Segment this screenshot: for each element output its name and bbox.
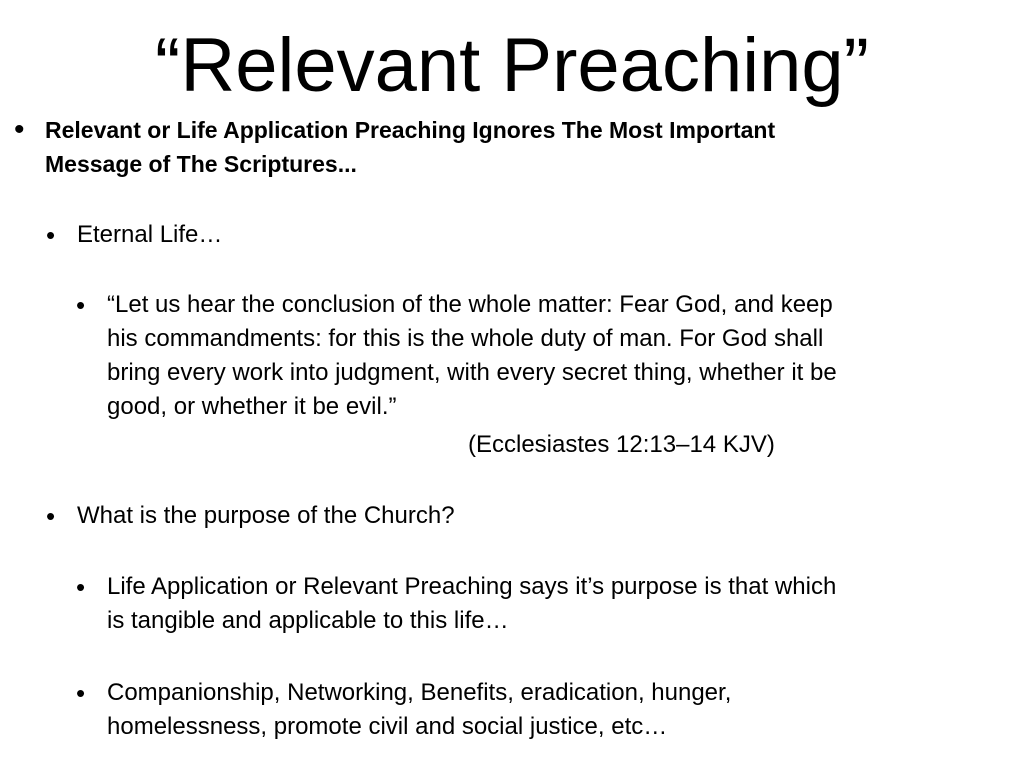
companionship-line-1: Companionship, Networking, Benefits, eradication, hunger,	[107, 679, 732, 706]
slide-title: “Relevant Preaching”	[155, 23, 869, 108]
quote-line-2: his commandments: for this is the whole duty of man. For God shall	[107, 325, 824, 352]
bullet-main-point: •	[14, 113, 25, 146]
quote-line-3: bring every work into judgment, with every secret thing, whether it be	[107, 359, 837, 386]
quote-line-4: good, or whether it be evil.”	[107, 393, 397, 420]
bullet-quote: •	[76, 290, 86, 320]
main-point-text	[45, 113, 775, 181]
bullet-life-application: •	[76, 572, 86, 602]
purpose-text: What is the purpose of the Church?	[77, 502, 455, 529]
life-application-text	[107, 570, 836, 638]
companionship-line-2: homelessness, promote civil and social justice, etc…	[107, 713, 668, 740]
quote-text	[107, 288, 837, 424]
companionship-text	[107, 676, 731, 744]
quote-reference: (Ecclesiastes 12:13–14 KJV)	[468, 431, 775, 458]
quote-line-1: “Let us hear the conclusion of the whole matter: Fear God, and keep	[107, 291, 833, 318]
bullet-purpose: •	[46, 501, 56, 531]
bullet-eternal-life: •	[46, 220, 56, 250]
main-point-line-2: Message of The Scriptures...	[45, 151, 357, 177]
life-application-line-1: Life Application or Relevant Preaching says it’s purpose is that which	[107, 573, 837, 600]
bullet-companionship: •	[76, 678, 86, 708]
eternal-life-text: Eternal Life…	[77, 221, 223, 248]
life-application-line-2: is tangible and applicable to this life…	[107, 607, 509, 634]
main-point-line-1: Relevant or Life Application Preaching Ignores The Most Important	[45, 117, 776, 143]
